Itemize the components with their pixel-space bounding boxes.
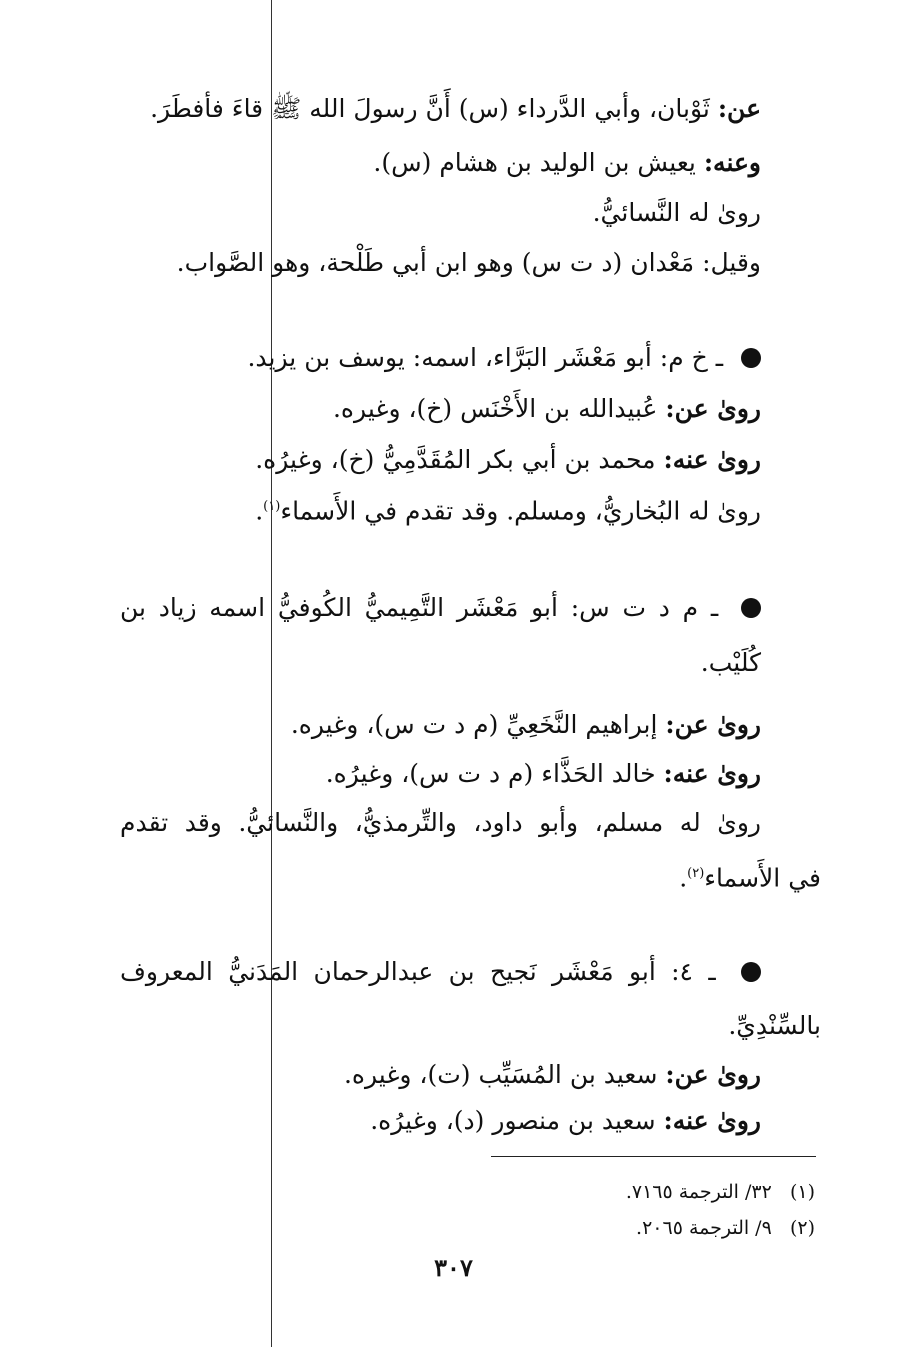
label-rawa-an: روىٰ عن:: [665, 710, 761, 739]
label-rawa-an: روىٰ عن:: [665, 1060, 761, 1089]
entry-name: أبو مَعْشَر التَّمِيميُّ الكُوفيُّ اسمه زياد بن: [120, 593, 558, 622]
page-number: ٣٠٧: [434, 1253, 473, 1282]
line-text: خالد الحَذَّاء (م د ت س)، وغيرُه.: [325, 759, 656, 788]
footnote-ref[interactable]: (٢): [687, 866, 705, 881]
label-rawa-anhu: روىٰ عنه:: [663, 1106, 761, 1135]
line-text: إبراهيم النَّخَعِيِّ (م د ت س)، وغيره.: [290, 710, 658, 739]
text-line: [120, 806, 761, 840]
footnote-text: ٣٢/ الترجمة ٧١٦٥.: [625, 1181, 772, 1203]
line-end: .: [255, 496, 264, 526]
line-text: روىٰ له مسلم، وأبو داود، والتِّرمذيُّ، والنَّسائيُّ. وقد تقدم: [120, 808, 761, 837]
text-line: [593, 196, 761, 230]
label-rawa-anhu: روىٰ عنه:: [663, 445, 761, 474]
line-text: يعيش بن الوليد بن هشام (س).: [373, 148, 696, 177]
text-line: [373, 146, 761, 180]
footnote-number: (١): [789, 1181, 815, 1203]
line-text: سعيد بن منصور (د)، وغيرُه.: [370, 1106, 656, 1135]
entry-name: أبو مَعْشَر نَجيح بن عبدالرحمان المَدَنيُّ المعروف: [120, 957, 656, 986]
text-line: [333, 392, 761, 426]
footnote: [636, 1215, 815, 1241]
label-anhu: وعنه:: [703, 148, 761, 177]
line-text: بالسِّنْدِيِّ.: [728, 1011, 821, 1040]
line-text: في الأَسماء: [704, 863, 821, 893]
text-line: [344, 1058, 761, 1092]
text-line: [370, 1104, 761, 1138]
footnote-number: (٢): [789, 1217, 815, 1239]
bullet-icon: [741, 348, 761, 368]
entry-sigla: ـ م د ت س:: [570, 593, 719, 622]
line-text: كُلَيْب.: [700, 648, 761, 677]
line-text: روىٰ له البُخاريُّ، ومسلم. وقد تقدم في الأَسماء: [280, 496, 761, 526]
scan-fold-line: [271, 0, 272, 1347]
entry-heading: [247, 341, 761, 375]
line-text: وقيل: مَعْدان (د ت س) وهو ابن أبي طَلْحة، وهو الصَّواب.: [176, 248, 761, 277]
text-line: [701, 646, 761, 680]
line-text: ثَوْبان، وأبي الدَّرداء (س) أَنَّ رسولَ الله ﷺ قاءَ فأفطَرَ.: [150, 94, 710, 123]
text-line: [150, 92, 761, 126]
entry-name: أبو مَعْشَر البَرَّاء، اسمه: يوسف بن يزيد.: [247, 343, 652, 372]
entry-heading: [120, 955, 761, 989]
text-line: [255, 490, 761, 528]
text-line: [326, 757, 761, 791]
entry-heading: [120, 591, 761, 625]
label-rawa-anhu: روىٰ عنه:: [663, 759, 761, 788]
line-end: .: [679, 863, 688, 893]
label-an: عن:: [717, 94, 761, 123]
text-line: [255, 443, 761, 477]
line-text: روىٰ له النَّسائيُّ.: [592, 198, 761, 227]
entry-sigla: ـ خ م:: [659, 343, 724, 372]
bullet-icon: [741, 598, 761, 618]
line-text: محمد بن أبي بكر المُقَدَّمِيُّ (خ)، وغيرُه.: [255, 445, 656, 474]
footnote-ref[interactable]: (١): [263, 499, 281, 514]
text-line: [177, 246, 761, 280]
text-line: [291, 708, 761, 742]
line-text: عُبيدالله بن الأَخْنَس (خ)، وغيره.: [332, 394, 658, 423]
bullet-icon: [741, 962, 761, 982]
text-line: [679, 857, 821, 895]
text-line: [728, 1009, 821, 1043]
label-rawa-an: روىٰ عن:: [665, 394, 761, 423]
footnote-text: ٩/ الترجمة ٢٠٦٥.: [636, 1217, 772, 1239]
footnote: [626, 1179, 815, 1205]
entry-sigla: ـ ٤:: [671, 957, 716, 986]
line-text: سعيد بن المُسَيِّب (ت)، وغيره.: [343, 1060, 658, 1089]
footnote-separator: [491, 1156, 816, 1157]
